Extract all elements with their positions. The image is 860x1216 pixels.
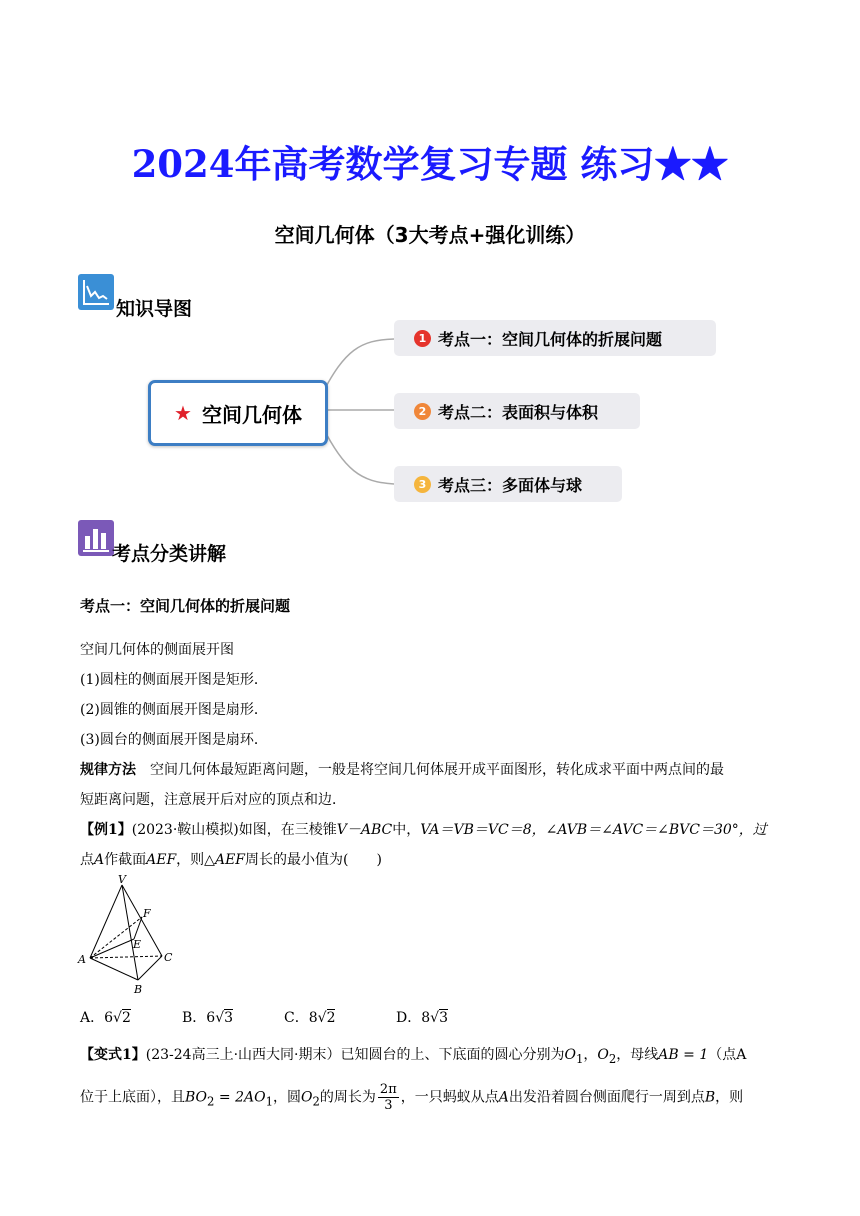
number-badge-icon: 3 — [414, 476, 431, 493]
example1-line-1 — [80, 820, 767, 840]
mindmap-center-node — [148, 380, 328, 446]
variant1-math-sub: 2 — [207, 1094, 215, 1109]
option-label: B． — [182, 1010, 207, 1026]
option-b[interactable] — [182, 1008, 233, 1028]
example1-math: AEF — [146, 852, 177, 868]
vertex-label-e: E — [133, 938, 142, 951]
variant1-math: O — [564, 1047, 576, 1063]
fraction-numerator: 2π — [379, 1082, 397, 1097]
vertex-label-c: C — [164, 951, 173, 964]
option-label: D． — [396, 1010, 422, 1026]
option-radicand: 3 — [439, 1010, 448, 1026]
section-heading-topics: 考点分类讲解 — [112, 543, 227, 565]
number-badge-icon: 2 — [414, 403, 431, 420]
example1-math: A — [94, 852, 105, 868]
fraction — [378, 1082, 399, 1113]
method-label: 规律方法 — [80, 762, 136, 778]
mindmap-node-label: 考点一：空间几何体的折展问题 — [438, 329, 663, 349]
method-line-1 — [80, 760, 724, 780]
option-radicand: 3 — [224, 1010, 234, 1026]
example1-source: (2023·鞍山模拟) — [131, 822, 239, 838]
sqrt-icon: √ — [113, 1010, 122, 1026]
sqrt-icon: √ — [215, 1010, 225, 1026]
variant1-math: = 2AO — [214, 1089, 266, 1106]
mindmap-node-1 — [394, 320, 716, 356]
variant1-math-sub: 2 — [312, 1094, 320, 1109]
vertex-label-f: F — [143, 907, 151, 920]
vertex-label-b: B — [134, 983, 143, 996]
variant1-text: 的周长为 — [319, 1089, 376, 1106]
topic1-heading: 考点一：空间几何体的折展问题 — [80, 597, 291, 615]
variant1-math-sub: 2 — [608, 1051, 617, 1066]
variant1-math: B — [704, 1089, 716, 1106]
fraction-denominator: 3 — [384, 1098, 393, 1113]
example1-text: 作截面 — [104, 852, 147, 868]
example1-math: AEF — [214, 852, 245, 868]
page-title: 2024年高考数学复习专题 练习★★ — [131, 142, 729, 186]
example1-text: 如图，在三棱锥 — [238, 822, 337, 838]
example1-line-2 — [80, 850, 382, 870]
option-radicand: 2 — [121, 1010, 131, 1026]
variant1-math: BO — [185, 1089, 208, 1106]
mindmap-node-3 — [394, 466, 622, 502]
sqrt-icon: √ — [430, 1010, 440, 1026]
option-radicand: 2 — [326, 1010, 336, 1026]
example1-text: ，则△ — [176, 852, 215, 868]
option-c[interactable] — [284, 1008, 335, 1028]
topic1-item-3: (3)圆台的侧面展开图是扇环． — [80, 732, 268, 748]
topic1-item-1: (1)圆柱的侧面展开图是矩形． — [80, 672, 268, 688]
option-coef: 6 — [206, 1010, 216, 1026]
variant1-text: （点A — [708, 1047, 747, 1063]
variant1-math: AB = 1 — [658, 1047, 709, 1063]
variant1-line-2 — [80, 1082, 743, 1113]
variant1-math-sub: 1 — [575, 1051, 584, 1066]
vertex-label-a: A — [78, 953, 86, 966]
option-coef: 6 — [104, 1010, 114, 1026]
option-coef: 8 — [421, 1010, 431, 1026]
sqrt-icon: √ — [317, 1010, 327, 1026]
variant1-text: 出发沿着圆台侧面爬行一周到点 — [508, 1089, 705, 1106]
variant1-text: ，一只蚂蚁从点 — [400, 1089, 499, 1106]
option-label: C． — [284, 1010, 309, 1026]
option-a[interactable] — [80, 1008, 131, 1028]
variant1-source: (23-24高三上·山西大同·期末） — [145, 1047, 341, 1063]
variant1-math: A — [498, 1089, 509, 1106]
variant1-math: O — [301, 1089, 313, 1106]
vertex-label-v: V — [118, 873, 126, 886]
variant1-math-sub: 1 — [265, 1094, 274, 1109]
method-line-2: 短距离问题，注意展开后对应的顶点和边． — [80, 792, 346, 808]
example1-label: 【例1】 — [80, 822, 132, 838]
mindmap-node-label: 考点二：表面积与体积 — [438, 402, 599, 422]
example1-math: VA＝VB＝VC＝8，∠AVB＝∠AVC＝∠BVC＝30°，过 — [420, 822, 767, 838]
example1-text: 中， — [392, 822, 421, 838]
variant1-text: ，母线 — [616, 1047, 659, 1063]
mindmap-node-2 — [394, 393, 640, 429]
mindmap-connectors — [0, 0, 860, 520]
mindmap-node-label: 考点三：多面体与球 — [438, 475, 583, 495]
bar-chart-icon — [78, 520, 114, 556]
option-label: A． — [80, 1010, 105, 1026]
option-coef: 8 — [308, 1010, 318, 1026]
topic1-item-2: (2)圆锥的侧面展开图是扇形． — [80, 702, 268, 718]
method-text-1: 空间几何体最短距离问题，一般是将空间几何体展开成平面图形，转化成求平面中两点间的最 — [136, 762, 724, 778]
pyramid-figure — [74, 872, 184, 1000]
variant1-text: 位于上底面），且 — [80, 1089, 185, 1106]
number-badge-icon: 1 — [414, 330, 431, 347]
variant1-text: ， — [583, 1047, 598, 1063]
variant1-text: 已知圆台的上、下底面的圆心分别为 — [340, 1047, 565, 1063]
variant1-text: ，圆 — [273, 1089, 302, 1106]
mindmap-center-label: 空间几何体 — [201, 402, 302, 427]
example1-text: 点 — [80, 852, 94, 868]
option-d[interactable] — [396, 1008, 448, 1028]
example1-text: 周长的最小值为( ) — [245, 852, 382, 868]
star-icon: ★ — [174, 401, 192, 425]
example1-math: V－ABC — [336, 822, 393, 838]
topic1-intro: 空间几何体的侧面展开图 — [80, 642, 234, 658]
variant1-math: O — [597, 1047, 609, 1063]
variant1-label: 【变式1】 — [80, 1047, 146, 1063]
variant1-line-1 — [80, 1045, 746, 1069]
section-heading-mindmap: 知识导图 — [116, 298, 193, 320]
page-subtitle: 空间几何体（3大考点+强化训练） — [274, 223, 586, 247]
variant1-text: ，则 — [715, 1089, 744, 1106]
